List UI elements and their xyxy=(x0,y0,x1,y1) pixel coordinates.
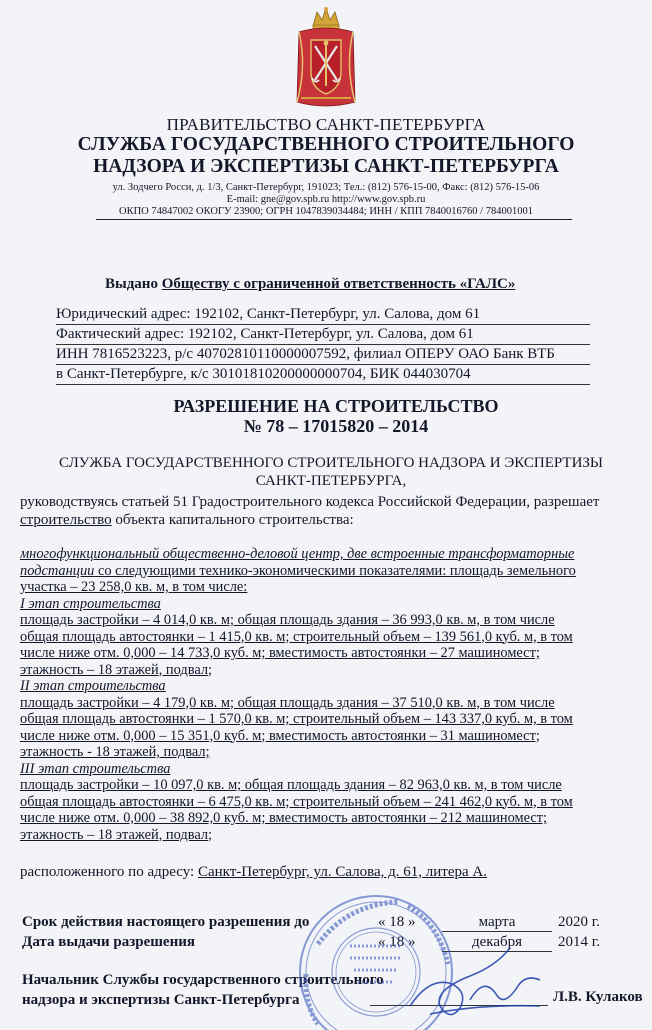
desc-line: площадь застройки – 10 097,0 кв. м; общая площадь здания – 82 963,0 кв. м, в том числе xyxy=(20,777,562,793)
signatory-name: Л.В. Кулаков xyxy=(553,989,643,1005)
header-divider xyxy=(96,219,572,220)
recipient-legal-details xyxy=(56,305,590,385)
desc-line: общая площадь автостоянки – 1 570,0 кв. м; строительный объем – 143 337,0 куб. м, в том xyxy=(20,711,573,727)
organization-codes: ОКПО 74847002 ОКОГУ 23900; ОГРН 1047839034484; ИНН / КПП 7840016760 / 784001001 xyxy=(119,206,533,217)
handwritten-signature-icon xyxy=(400,936,550,1026)
stage-title: I этап строительства xyxy=(20,595,161,612)
bank-details: ИНН 7816523223, р/с 40702810110000007592, филиал ОПЕРУ ОАО Банк ВТБ xyxy=(56,345,590,365)
document-title: РАЗРЕШЕНИЕ НА СТРОИТЕЛЬСТВО xyxy=(173,396,499,416)
desc-line: числе ниже отм. 0,000 – 14 733,0 куб. м; вместимость автостоянки – 27 машиномест; xyxy=(20,645,540,661)
organization-contacts: E-mail: gne@gov.spb.ru http://www.gov.spb.ru xyxy=(226,194,426,205)
issue-day: « 18 » xyxy=(378,934,416,950)
desc-line: этажность - 18 этажей, подвал; xyxy=(20,744,210,760)
validity-day: « 18 » xyxy=(378,914,416,930)
desc-line: со следующими технико-экономическими показателями: площадь земельного xyxy=(94,562,576,579)
legal-address: Юридический адрес: 192102, Санкт-Петербург, ул. Салова, дом 61 xyxy=(56,305,590,325)
service-name-line1: СЛУЖБА ГОСУДАРСТВЕННОГО СТРОИТЕЛЬНОГО НАДЗОРА И ЭКСПЕРТИЗЫ xyxy=(58,455,604,471)
signatory-title-line1: Начальник Службы государственного строительного xyxy=(22,972,384,988)
bank-details-cont: в Санкт-Петербурге, к/с 30101810200000000704, БИК 044030704 xyxy=(56,365,590,385)
desc-line: площадь застройки – 4 014,0 кв. м; общая площадь здания – 36 993,0 кв. м, в том числе xyxy=(20,612,555,628)
desc-line: общая площадь автостоянки – 6 475,0 кв. м; строительный объем – 241 462,0 куб. м, в том xyxy=(20,793,573,810)
organization-name-line2: НАДЗОРА И ЭКСПЕРТИЗЫ САНКТ-ПЕТЕРБУРГА xyxy=(93,156,559,177)
validity-month: марта xyxy=(442,914,552,932)
validity-label: Срок действия настоящего разрешения до xyxy=(22,914,310,930)
desc-line: площадь застройки – 4 179,0 кв. м; общая площадь здания – 37 510,0 кв. м, в том числе xyxy=(20,694,555,711)
permit-number: № 78 – 17015820 – 2014 xyxy=(243,416,429,436)
construction-word: строительство xyxy=(20,512,112,528)
issue-year: 2014 г. xyxy=(558,934,600,950)
desc-line: общая площадь автостоянки – 1 415,0 кв. м; строительный объем – 139 561,0 куб. м, в том xyxy=(20,628,573,645)
desc-line: этажность – 18 этажей, подвал; xyxy=(20,661,213,678)
legal-basis: руководствуясь статьей 51 Градостроительного кодекса Российской Федерации, разрешает xyxy=(20,494,600,510)
issue-month: декабря xyxy=(442,934,552,952)
stage-title: III этап строительства xyxy=(20,760,171,777)
validity-year: 2020 г. xyxy=(558,914,600,930)
issued-recipient: Обществу с ограниченной ответственность «ГАЛС» xyxy=(161,276,516,292)
desc-line: подстанции xyxy=(20,562,95,579)
actual-address: Фактический адрес: 192102, Санкт-Петербург, ул. Салова, дом 61 xyxy=(56,325,590,345)
desc-line: числе ниже отм. 0,000 – 38 892,0 куб. м; вместимость автостоянки – 212 машиномест; xyxy=(20,810,548,826)
service-name-line2: САНКТ-ПЕТЕРБУРГА, xyxy=(255,473,407,489)
object-description xyxy=(20,546,642,843)
object-location xyxy=(20,864,487,881)
location-prefix: расположенного по адресу: xyxy=(20,864,198,880)
signatory-title-line2: надзора и экспертизы Санкт-Петербурга xyxy=(22,992,300,1008)
construction-rest: объекта капитального строительства: xyxy=(111,512,354,528)
government-name: ПРАВИТЕЛЬСТВО САНКТ-ПЕТЕРБУРГА xyxy=(166,115,486,134)
location-address: Санкт-Петербург, ул. Салова, д. 61, литера А. xyxy=(197,864,488,880)
stage-title: II этап строительства xyxy=(20,678,166,694)
issued-to xyxy=(105,276,515,293)
desc-line: числе ниже отм. 0,000 – 15 351,0 куб. м; вместимость автостоянки – 31 машиномест; xyxy=(20,727,540,744)
issue-date-label: Дата выдачи разрешения xyxy=(22,934,195,950)
issued-prefix: Выдано xyxy=(105,276,162,292)
permission-subject xyxy=(20,511,642,529)
organization-address: ул. Зодчего Росси, д. 1/3, Санкт-Петербург, 191023; Тел.: (812) 576-15-00, Факс: (812) 576-15-06 xyxy=(112,182,540,193)
desc-line: многофункциональный общественно-деловой центр, две встроенные трансформаторные xyxy=(20,546,575,562)
organization-name-line1: СЛУЖБА ГОСУДАРСТВЕННОГО СТРОИТЕЛЬНОГО xyxy=(77,134,575,155)
desc-line: участка – 23 258,0 кв. м, в том числе: xyxy=(20,579,248,595)
desc-line: этажность – 18 этажей, подвал; xyxy=(20,826,213,843)
spb-coat-of-arms-icon xyxy=(293,6,359,110)
